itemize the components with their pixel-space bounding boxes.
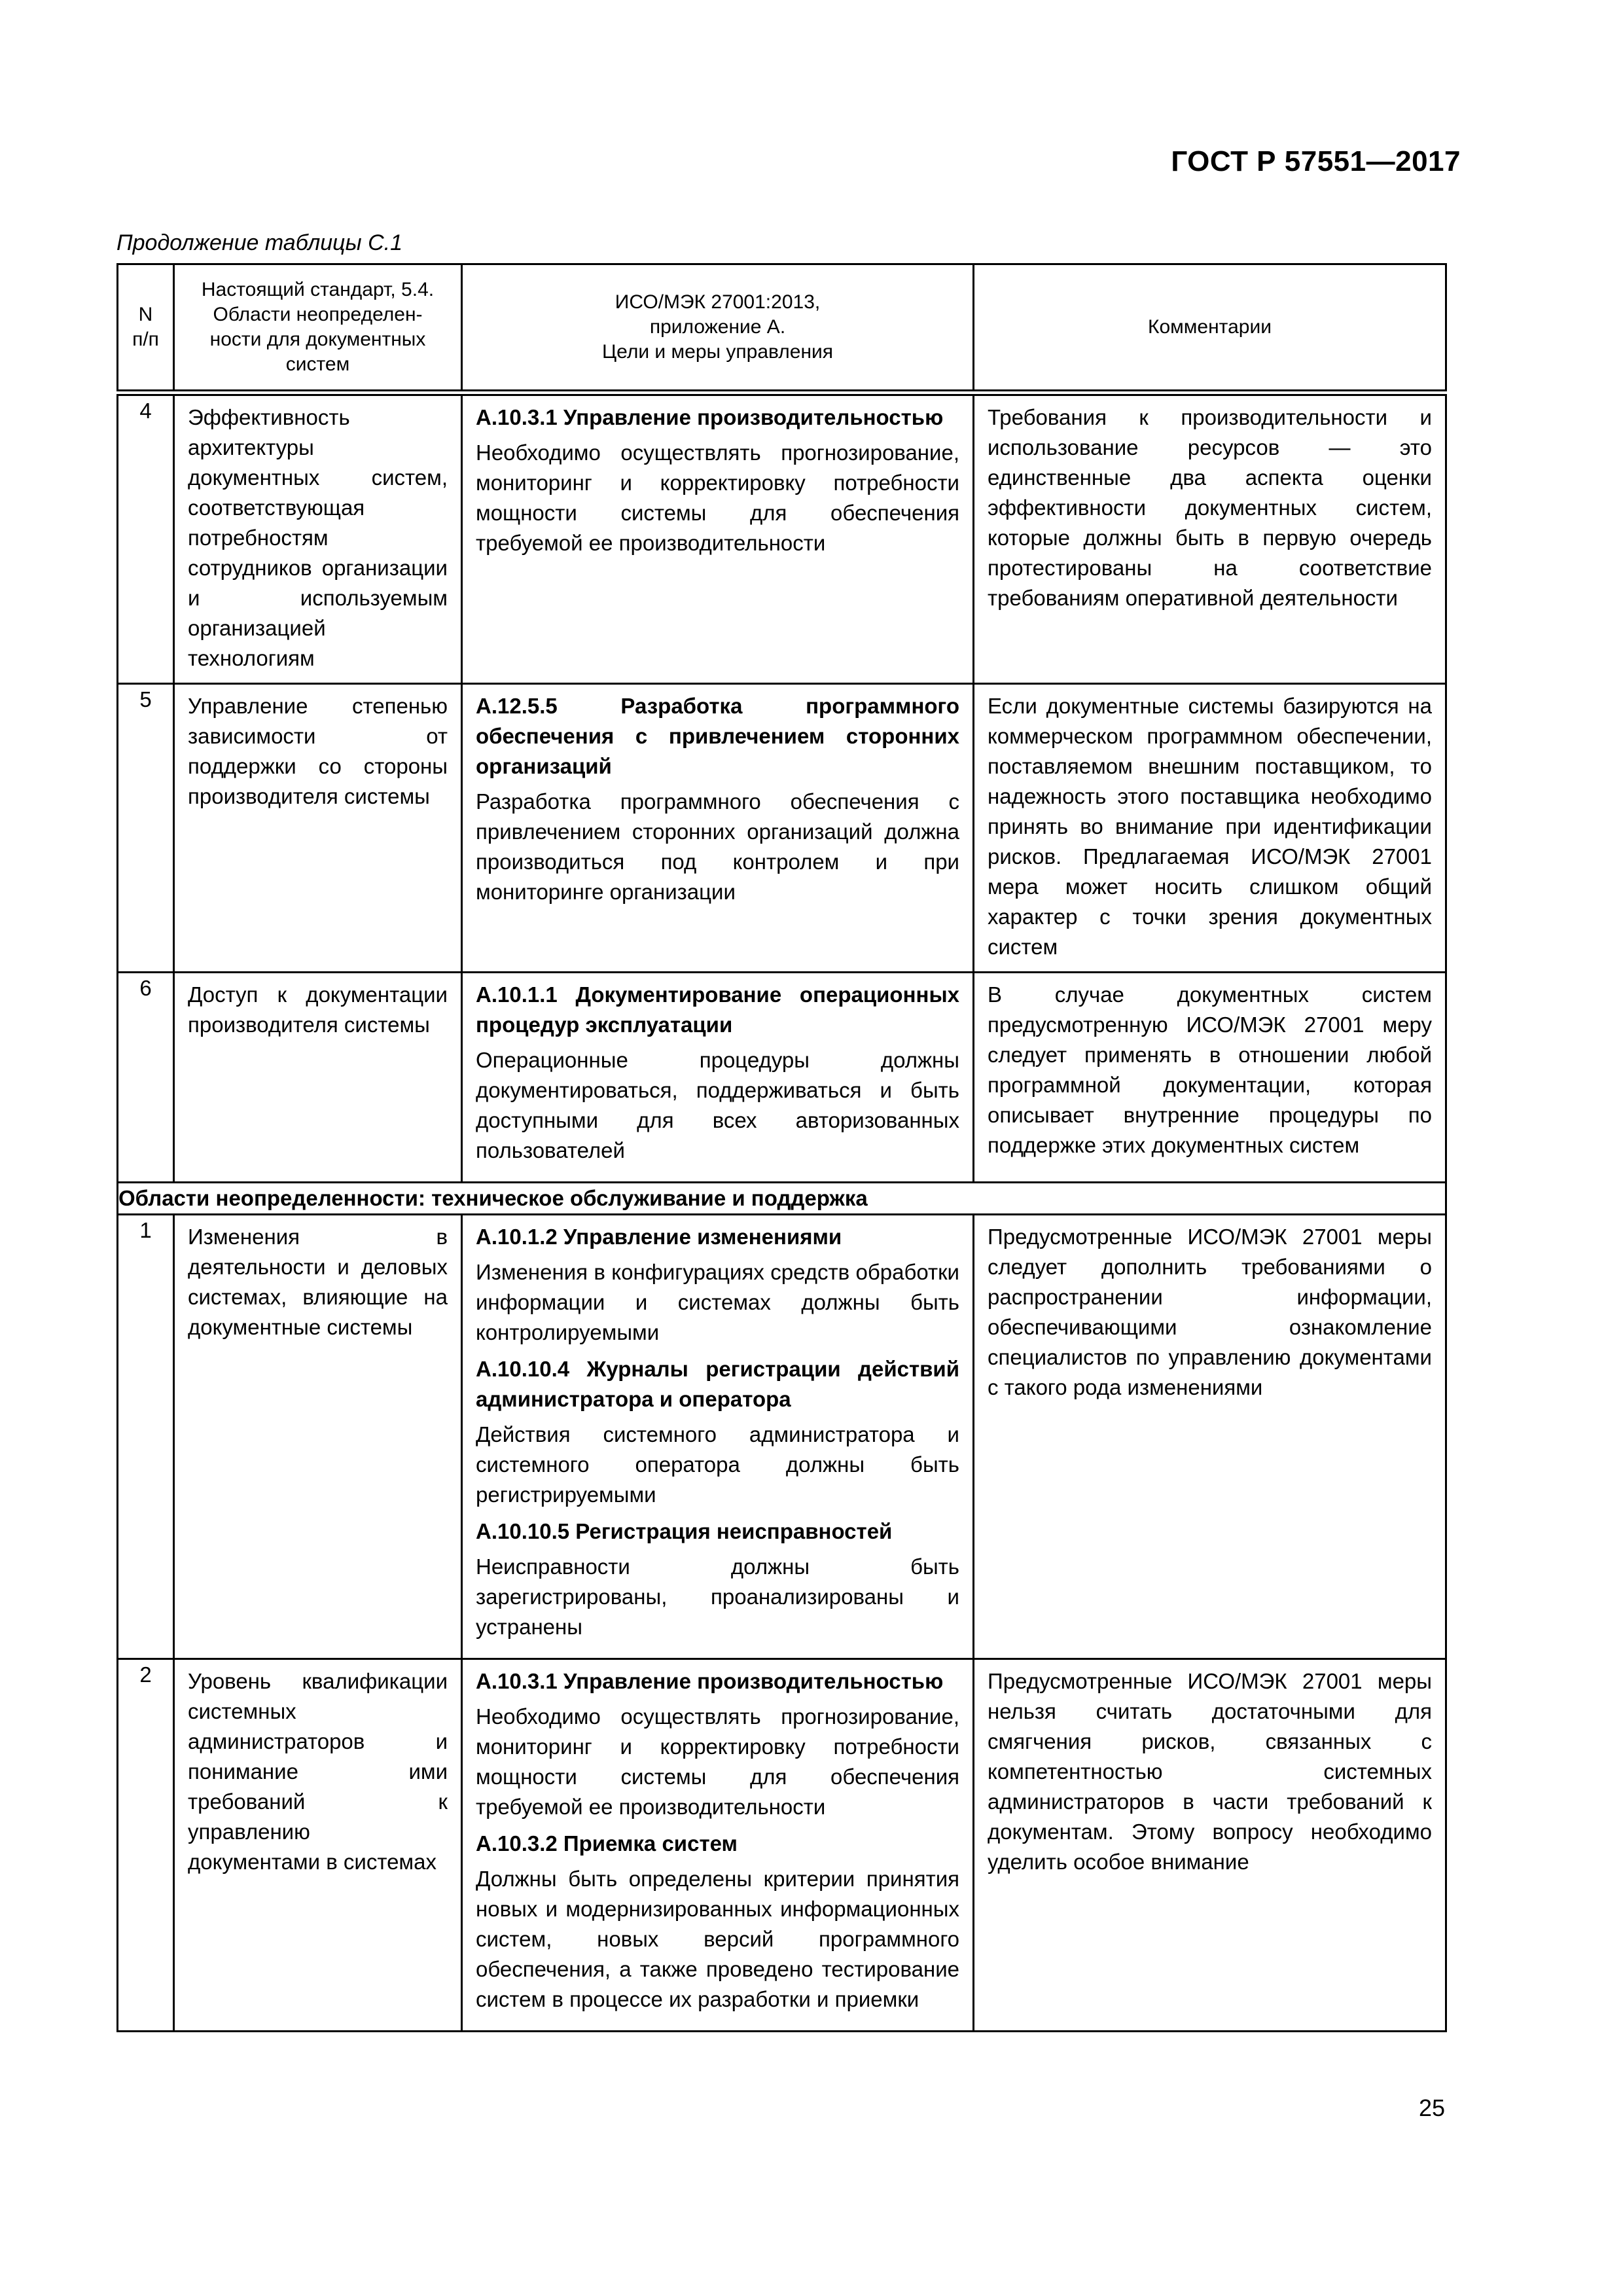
control-title: A.10.1.1 Документирование операционных процедур эксплуатации (476, 982, 959, 1037)
control-text: Операционные процедуры должны документироваться, поддерживаться и быть доступными для всех авторизованных пользователей (476, 1048, 959, 1162)
controls-cell (462, 1659, 974, 2032)
comment-cell: Предусмотренные ИСО/МЭК 27001 меры нельзя считать достаточными для смягчения рисков, связанных с компетентностью системных администраторов в части требований к документам. Этому вопросу необходимо уделить особое внимание (974, 1659, 1446, 2032)
table-row (118, 973, 1446, 1183)
table-row (118, 1215, 1446, 1659)
row-number: 4 (118, 393, 174, 684)
control-text: Действия системного администратора и системного оператора должны быть регистрируемыми (476, 1422, 959, 1507)
control-title: A.10.10.5 Регистрация неисправностей (476, 1519, 893, 1543)
control-text: Должны быть определены критерии принятия новых и модернизированных информационных систем, новых версий программного обеспечения, а также проведено тестирование систем в процессе их разработки и приемки (476, 1867, 959, 2011)
control-table (116, 263, 1447, 2032)
control-text: Необходимо осуществлять прогнозирование, мониторинг и корректировку потребности мощности системы для обеспечения требуемой ее производительности (476, 440, 959, 555)
control-title: A.12.5.5 Разработка программного обеспечения с привлечением сторонних организаций (476, 694, 959, 778)
page-number: 25 (1418, 2094, 1445, 2121)
section-row (118, 1183, 1446, 1215)
comment-cell: Предусмотренные ИСО/МЭК 27001 меры следует дополнить требованиями о распространении информации, обеспечивающими ознакомление специалистов по управлению документами с такого рода изменениями (974, 1215, 1446, 1659)
table-row (118, 1659, 1446, 2032)
header-number: N п/п (118, 264, 174, 393)
table-row (118, 684, 1446, 973)
area-cell: Эффективность архитектуры документных систем, соответствующая потребностям сотрудников организации и используемым организацией технологиям (174, 393, 462, 684)
table-header-row (118, 264, 1446, 393)
controls-cell (462, 973, 974, 1183)
row-number: 6 (118, 973, 174, 1183)
comment-cell: В случае документных систем предусмотренную ИСО/МЭК 27001 меру следует применять в отношении любой программной документации, которая описывает внутренние процедуры по поддержке этих документных систем (974, 973, 1446, 1183)
controls-cell (462, 1215, 974, 1659)
controls-cell (462, 393, 974, 684)
row-number: 2 (118, 1659, 174, 2032)
area-cell: Управление степенью зависимости от поддержки со стороны производителя системы (174, 684, 462, 973)
control-text: Необходимо осуществлять прогнозирование, мониторинг и корректировку потребности мощности системы для обеспечения требуемой ее производительности (476, 1704, 959, 1819)
control-text: Разработка программного обеспечения с привлечением сторонних организаций должна производиться под контролем и при мониторинге организации (476, 789, 959, 904)
area-cell: Уровень квалификации системных администраторов и понимание ими требований к управлению документами в системах (174, 1659, 462, 2032)
section-title: Области неопределенности: техническое обслуживание и поддержка (118, 1183, 1446, 1215)
control-title: A.10.3.2 Приемка систем (476, 1831, 738, 1856)
row-number: 1 (118, 1215, 174, 1659)
comment-cell: Если документные системы базируются на коммерческом программном обеспечении, поставляемом внешним поставщиком, то надежность этого поставщика необходимо принять во внимание при идентификации рисков. Предлагаемая ИСО/МЭК 27001 мера может носить слишком общий характер с точки зрения документных систем (974, 684, 1446, 973)
row-number: 5 (118, 684, 174, 973)
table-row (118, 393, 1446, 684)
control-text: Изменения в конфигурациях средств обработки информации и системах должны быть контролируемыми (476, 1260, 959, 1344)
control-title: A.10.3.1 Управление производительностью (476, 405, 944, 429)
area-cell: Доступ к документации производителя системы (174, 973, 462, 1183)
control-title: A.10.10.4 Журналы регистрации действий администратора и оператора (476, 1357, 959, 1411)
controls-cell (462, 684, 974, 973)
header-iso-controls: ИСО/МЭК 27001:2013, приложение А. Цели и меры управления (462, 264, 974, 393)
document-code: ГОСТ Р 57551—2017 (1171, 145, 1461, 177)
comment-cell: Требования к производительности и использование ресурсов — это единственные два аспекта оценки эффективности документных систем, которые должны быть в первую очередь протестированы на соответствие требованиям оперативной деятельности (974, 393, 1446, 684)
header-comments: Комментарии (974, 264, 1446, 393)
control-text: Неисправности должны быть зарегистрированы, проанализированы и устранены (476, 1554, 959, 1639)
header-uncertainty-areas: Настоящий стандарт, 5.4. Области неопределен- ности для документных систем (174, 264, 462, 393)
table-caption: Продолжение таблицы С.1 (116, 230, 402, 255)
area-cell: Изменения в деятельности и деловых системах, влияющие на документные системы (174, 1215, 462, 1659)
control-title: A.10.3.1 Управление производительностью (476, 1669, 944, 1693)
control-title: A.10.1.2 Управление изменениями (476, 1225, 842, 1249)
